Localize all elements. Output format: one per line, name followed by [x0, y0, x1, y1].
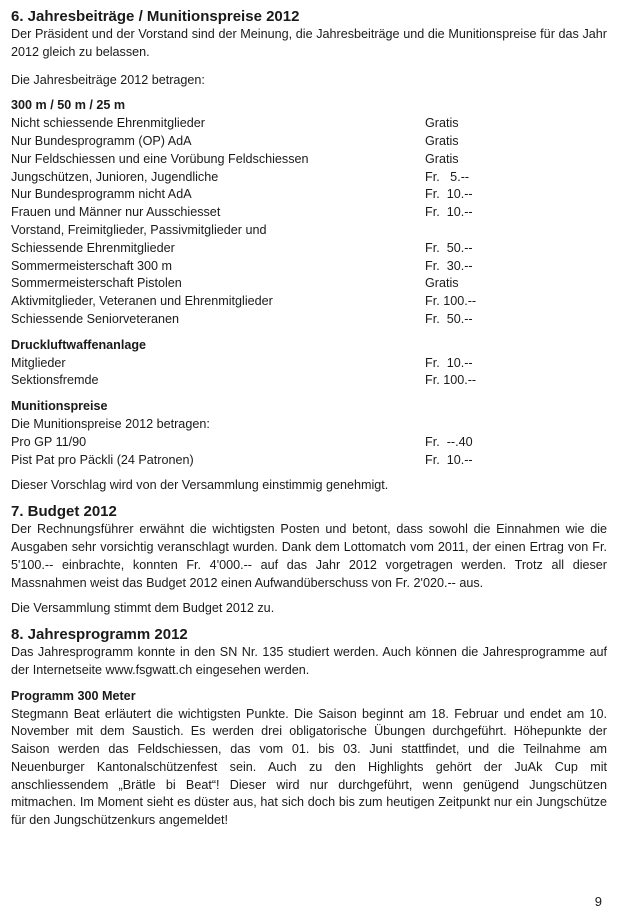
fee-row-label: Sommermeisterschaft Pistolen — [11, 276, 182, 291]
fee-row-value: Fr. 10.-- — [425, 452, 473, 467]
fee-row-value: Fr. 50.-- — [425, 311, 473, 326]
fee-row-value: Gratis — [425, 133, 459, 148]
fee-row — [11, 293, 607, 311]
fee-row — [11, 186, 607, 204]
fee-row-label: Schiessende Seniorveteranen — [11, 311, 180, 326]
fee-row — [11, 169, 607, 187]
fee-row-label: Sommermeisterschaft 300 m — [11, 258, 172, 273]
munition-intro: Die Munitionspreise 2012 betragen: — [11, 416, 210, 431]
fee-row — [11, 240, 607, 258]
group-druckluft-heading: Druckluftwaffenanlage — [11, 337, 147, 352]
fee-row-label: Aktivmitglieder, Veteranen und Ehrenmitglieder — [11, 294, 273, 309]
beitraege-intro: Die Jahresbeiträge 2012 betragen: — [11, 72, 205, 87]
fee-row — [11, 115, 607, 133]
fee-table-300m — [11, 115, 607, 329]
document-page — [11, 8, 607, 830]
fee-row-value — [425, 222, 607, 240]
fee-row-label: Jungschützen, Junioren, Jugendliche — [11, 169, 219, 184]
fee-row-label: Pist Pat pro Päckli (24 Patronen) — [11, 452, 194, 467]
fee-row-value: Fr. 10.-- — [425, 187, 473, 202]
fee-row-value: Fr. 100.-- — [425, 373, 477, 388]
section-6-intro: Der Präsident und der Vorstand sind der Meinung, die Jahresbeiträge und die Munitionspreise für das Jahr 2012 gleich zu belassen. — [11, 27, 607, 59]
fee-row — [11, 434, 607, 452]
fee-row-value: Fr. 10.-- — [425, 205, 473, 220]
section-6-title: 6. Jahresbeiträge / Munitionspreise 2012 — [11, 8, 300, 25]
fee-row-label: Vorstand, Freimitglieder, Passivmitglieder und — [11, 222, 267, 237]
section-8-title: 8. Jahresprogramm 2012 — [11, 626, 188, 644]
fee-row-value: Gratis — [425, 276, 459, 291]
fee-table-druckluft — [11, 355, 607, 391]
fee-row-value: Fr. --.40 — [425, 434, 473, 449]
section-8-text: Das Jahresprogramm konnte in den SN Nr. 135 studiert werden. Auch können die Jahresprogramme auf der Internetseite www.fsgwatt.ch eingesehen werden. — [11, 645, 607, 677]
fee-row — [11, 355, 607, 373]
fee-row-label: Pro GP 11/90 — [11, 434, 87, 449]
fee-row-value: Fr. 50.-- — [425, 240, 473, 255]
fee-row-value: Gratis — [425, 116, 459, 131]
fee-row-label: Sektionsfremde — [11, 373, 99, 388]
fee-row — [11, 258, 607, 276]
fee-row — [11, 133, 607, 151]
section-6-closing: Dieser Vorschlag wird von der Versammlung einstimmig genehmigt. — [11, 478, 389, 493]
fee-row-value: Fr. 100.-- — [425, 294, 477, 309]
fee-row-value: Gratis — [425, 151, 459, 166]
fee-row-label: Mitglieder — [11, 355, 66, 370]
fee-row-label: Nicht schiessende Ehrenmitglieder — [11, 116, 205, 131]
fee-row-label: Frauen und Männer nur Ausschiesset — [11, 205, 221, 220]
fee-row — [11, 275, 607, 293]
group-munition-heading: Munitionspreise — [11, 399, 108, 414]
page-number: 9 — [594, 894, 602, 909]
price-table-munition — [11, 434, 607, 470]
fee-row-label: Nur Bundesprogramm nicht AdA — [11, 187, 192, 202]
fee-row-label: Nur Feldschiessen und eine Vorübung Feldschiessen — [11, 151, 309, 166]
group-300m-heading: 300 m / 50 m / 25 m — [11, 98, 126, 113]
fee-row — [11, 452, 607, 470]
section-7-text: Der Rechnungsführer erwähnt die wichtigsten Posten und betont, dass sowohl die Einnahmen wie die Ausgaben sehr vorsichtig veranschlagt wurden. Dank dem Lottomatch vom 2011, der einen Ertrag von Fr. 5'100.-- einbrachte, konnten Fr. 4'000.-- auf das Jahr 2012 vorgetragen werden. Trotz all dieser Massnahmen weist das Budget 2012 einen Aufwandüberschuss von Fr. 2'020.-- aus. — [11, 522, 607, 590]
fee-row-value: Fr. 5.-- — [425, 169, 470, 184]
fee-row — [11, 372, 607, 390]
section-7-closing: Die Versammlung stimmt dem Budget 2012 zu. — [11, 601, 275, 616]
fee-row-label: Schiessende Ehrenmitglieder — [11, 240, 175, 255]
programm-300m-text: Stegmann Beat erläutert die wichtigsten Punkte. Die Saison beginnt am 18. Februar und endet am 10. November mit dem Saustich. Es werden drei obligatorische Übungen durchgeführt. Höhepunkte der Saison werden das Feldschiessen, das vom 01. bis 03. Juni stattfindet, und die Teilnahme am Neuenburger Kantonalschützenfest sein. Auch zu den Highlights gehört der JuAk Cup mit anschliessendem „Brätle bi Beat“! Dieser wird nur durchgeführt, wenn genügend Jungschützen mitmachen. Im Moment sieht es düster aus, hat sich doch bis zum heutigen Zeitpunkt nur ein Jungschütze für den Jungschützenkurs angemeldet! — [11, 706, 607, 828]
fee-row — [11, 311, 607, 329]
section-7-title: 7. Budget 2012 — [11, 503, 117, 521]
programm-300m-heading: Programm 300 Meter — [11, 688, 136, 703]
fee-row — [11, 204, 607, 222]
fee-row — [11, 222, 607, 240]
fee-row-value: Fr. 10.-- — [425, 355, 473, 370]
fee-row — [11, 151, 607, 169]
fee-row-value: Fr. 30.-- — [425, 258, 473, 273]
fee-row-label: Nur Bundesprogramm (OP) AdA — [11, 133, 192, 148]
